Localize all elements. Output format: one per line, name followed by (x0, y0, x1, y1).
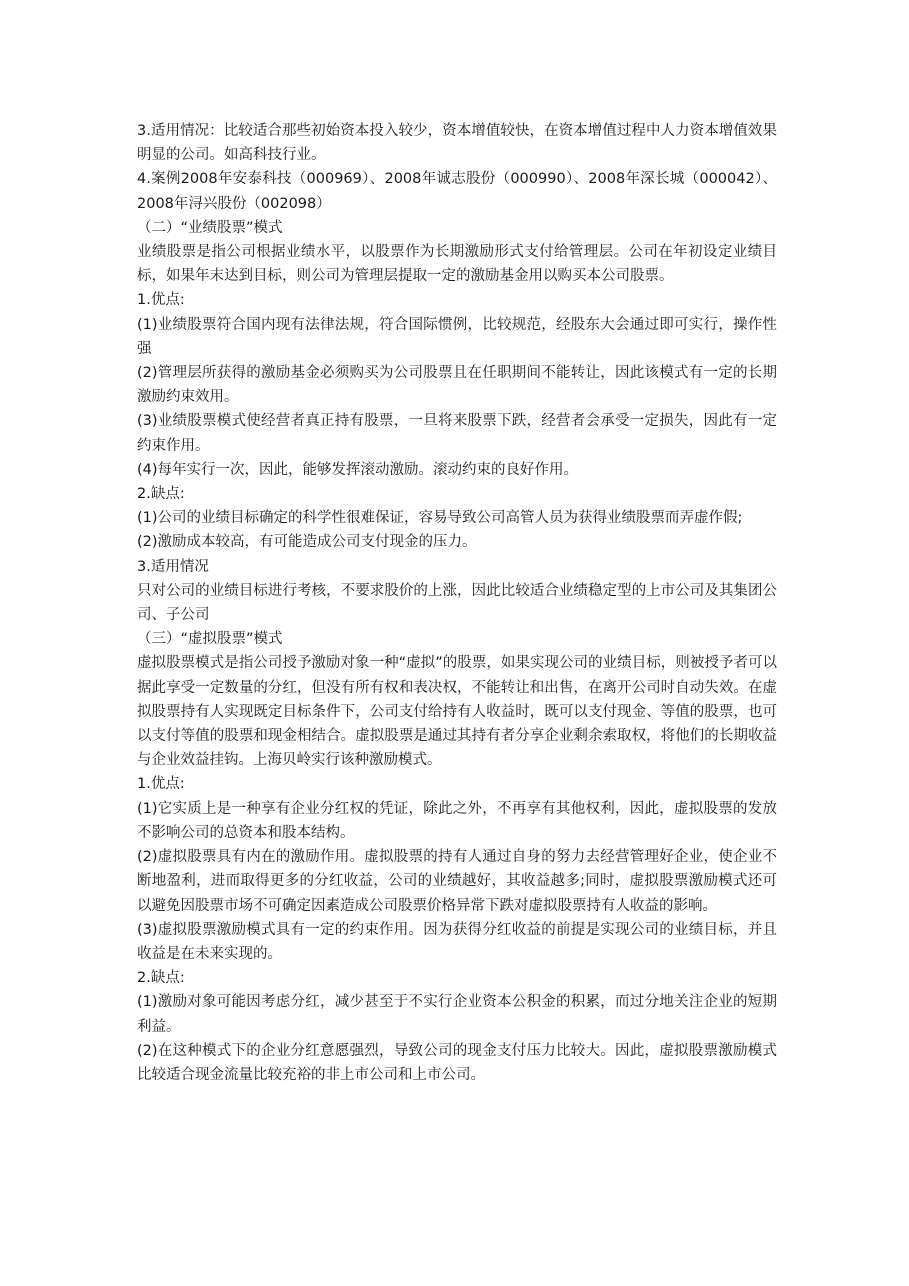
section-heading-virtual-shares: （三）“虚拟股票”模式 (137, 631, 283, 648)
advantage-item-2: (2)管理层所获得的激励基金必须购买为公司股票且在任职期间不能转让，因此该模式有一定的长期激励约束效用。 (137, 365, 777, 406)
virtual-advantage-item-1: (1)它实质上是一种享有企业分红权的凭证，除此之外，不再享有其他权利，因此，虚拟股票的发放不影响公司的总资本和股本结构。 (137, 800, 777, 841)
advantages-heading: 1.优点: (137, 292, 185, 309)
disadvantage-item-1: (1)公司的业绩目标确定的科学性很难保证，容易导致公司高管人员为获得业绩股票而弄虚作假; (137, 510, 743, 527)
case-examples-4: 4.案例2008年安泰科技（000969）、2008年诚志股份（000990）、2008年深长城（000042）、2008年浔兴股份（002098） (137, 171, 777, 212)
disadvantage-item-2: (2)激励成本较高，有可能造成公司支付现金的压力。 (137, 534, 477, 551)
advantage-item-4: (4)每年实行一次，因此，能够发挥滚动激励。滚动约束的良好作用。 (137, 461, 579, 478)
virtual-disadvantages-heading: 2.缺点: (137, 970, 185, 987)
advantage-item-3: (3)业绩股票模式使经营者真正持有股票，一旦将来股票下跌，经营者会承受一定损失，因此有一定约束作用。 (137, 413, 777, 454)
virtual-disadvantage-item-1: (1)激励对象可能因考虑分红，减少甚至于不实行企业资本公积金的积累，而过分地关注企业的短期利益。 (137, 994, 777, 1035)
document-body (137, 119, 777, 1087)
applicable-situation-3: 3.适用情况：比较适合那些初始资本投入较少，资本增值较快，在资本增值过程中人力资本增值效果明显的公司。如高科技行业。 (137, 123, 777, 164)
virtual-advantages-heading: 1.优点: (137, 776, 185, 793)
virtual-advantage-item-3: (3)虚拟股票激励模式具有一定的约束作用。因为获得分红收益的前提是实现公司的业绩目标，并且收益是在未来实现的。 (137, 921, 777, 962)
virtual-shares-definition: 虚拟股票模式是指公司授予激励对象一种“虚拟”的股票，如果实现公司的业绩目标，则被授予者可以据此享受一定数量的分红，但没有所有权和表决权，不能转让和出售，在离开公司时自动失效。在虚拟股票持有人实现既定目标条件下，公司支付给持有人收益时，既可以支付现金、等值的股票，也可以支付等值的股票和现金相结合。虚拟股票是通过其持有者分享企业剩余索取权，将他们的长期收益与企业效益挂钩。上海贝岭实行该种激励模式。 (137, 655, 777, 769)
disadvantages-heading: 2.缺点: (137, 486, 185, 503)
performance-shares-definition: 业绩股票是指公司根据业绩水平，以股票作为长期激励形式支付给管理层。公司在年初设定业绩目标，如果年末达到目标，则公司为管理层提取一定的激励基金用以购买本公司股票。 (137, 244, 777, 285)
applicable-text: 只对公司的业绩目标进行考核，不要求股价的上涨，因此比较适合业绩稳定型的上市公司及其集团公司、子公司 (137, 582, 777, 624)
virtual-advantage-item-2: (2)虚拟股票具有内在的激励作用。虚拟股票的持有人通过自身的努力去经营管理好企业，使企业不断地盈利，进而取得更多的分红收益，公司的业绩越好，其收益越多;同时，虚拟股票激励模式还可以避免因股票市场不可确定因素造成公司股票价格异常下跌对虚拟股票持有人收益的影响。 (137, 849, 777, 914)
section-heading-performance-shares: （二）“业绩股票”模式 (137, 219, 283, 236)
applicable-heading: 3.适用情况 (137, 558, 209, 575)
advantage-item-1: (1)业绩股票符合国内现有法律法规，符合国际惯例，比较规范，经股东大会通过即可实行，操作性强 (137, 316, 777, 357)
virtual-disadvantage-item-2: (2)在这种模式下的企业分红意愿强烈，导致公司的现金支付压力比较大。因此，虚拟股票激励模式比较适合现金流量比较充裕的非上市公司和上市公司。 (137, 1042, 777, 1083)
